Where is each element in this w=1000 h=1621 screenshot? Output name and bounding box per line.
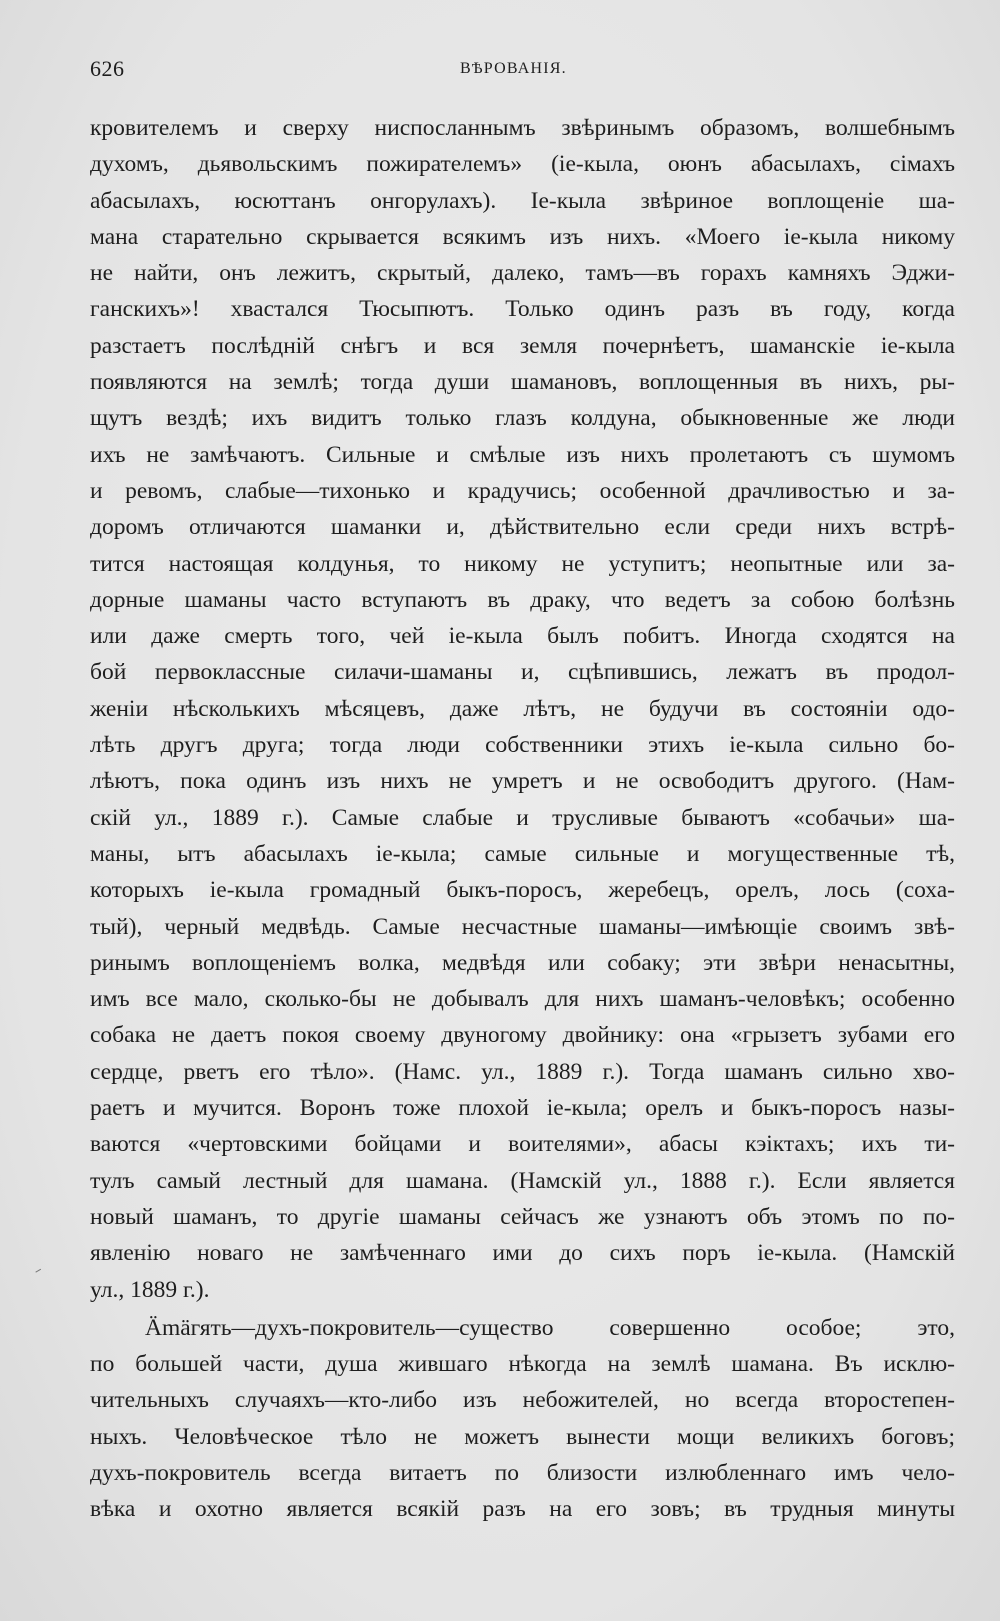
text-line: ваются «чертовскими бойцами и воителями», абасы кэіктахъ; ихъ ти-: [90, 1131, 955, 1158]
running-title: ВѢРОВАНІЯ.: [460, 60, 567, 77]
text-line: тится настоящая колдунья, то никому не уступитъ; неопытные или за-: [90, 550, 955, 577]
text-line: лѣютъ, пока одинъ изъ нихъ не умретъ и не освободитъ другого. (Нам-: [90, 768, 955, 795]
text-line: тулъ самый лестный для шамана. (Намскій ул., 1888 г.). Если является: [90, 1167, 955, 1194]
text-line: лѣть другъ друга; тогда люди собственники этихъ іе-кыла сильно бо-: [90, 732, 955, 759]
text-line: духомъ, дьявольскимъ пожирателемъ» (іе-кыла, оюнъ абасылахъ, сімахъ: [90, 151, 955, 178]
running-head: [90, 56, 955, 86]
text-line: мана старательно скрывается всякимъ изъ нихъ. «Моего іе-кыла никому: [90, 223, 955, 250]
text-line: маны, ытъ абасылахъ іе-кыла; самые сильные и могущественные тѣ,: [90, 840, 955, 867]
text-line: ныхъ. Человѣческое тѣло не можетъ вынести мощи великихъ боговъ;: [90, 1423, 955, 1450]
text-line: разстаетъ послѣдній снѣгъ и вся земля почернѣетъ, шаманскіе іе-кыла: [90, 332, 955, 359]
text-line: ринымъ воплощеніемъ волка, медвѣдя или собаку; эти звѣри ненасытны,: [90, 949, 955, 976]
text-line: раетъ и мучится. Воронъ тоже плохой іе-кыла; орелъ и быкъ-поросъ назы-: [90, 1095, 955, 1122]
text-line: чительныхъ случаяхъ—кто-либо изъ небожителей, но всегда второстепен-: [90, 1387, 955, 1414]
text-line: не найти, онъ лежитъ, скрытый, далеко, тамъ—въ горахъ камняхъ Эджи-: [90, 260, 955, 287]
text-line: Ämäгять—духъ-покровитель—существо совершенно особое; это,: [145, 1314, 955, 1341]
text-line: ихъ не замѣчаютъ. Сильные и смѣлые изъ нихъ пролетаютъ съ шумомъ: [90, 441, 955, 468]
text-line: женіи нѣсколькихъ мѣсяцевъ, даже лѣтъ, не будучи въ состояніи одо-: [90, 695, 955, 722]
text-line: тый), черный медвѣдь. Самые несчастные шаманы—имѣющіе своимъ звѣ-: [90, 913, 955, 940]
text-line: сердце, рветъ его тѣло». (Намс. ул., 1889 г.). Тогда шаманъ сильно хво-: [90, 1058, 955, 1085]
text-line: которыхъ іе-кыла громадный быкъ-поросъ, жеребецъ, орелъ, лось (соха-: [90, 877, 955, 904]
text-line: духъ-покровитель всегда витаетъ по близости излюбленнаго имъ чело-: [90, 1459, 955, 1486]
paragraph-1: [90, 110, 955, 1308]
text-line: щутъ вездѣ; ихъ видитъ только глазъ колдуна, обыкновенные же люди: [90, 405, 955, 432]
paragraph-2: [90, 1310, 955, 1528]
text-line: доромъ отличаются шаманки и, дѣйствительно если среди нихъ встрѣ-: [90, 514, 955, 541]
text-line: кровителемъ и сверху ниспосланнымъ звѣринымъ образомъ, волшебнымъ: [90, 115, 955, 141]
text-line: явленію новаго не замѣченнаго ими до сихъ поръ іе-кыла. (Намскій: [90, 1240, 955, 1267]
text-line: абасылахъ, юсюттанъ онгорулахъ). Іе-кыла звѣриное воплощеніе ша-: [90, 187, 955, 214]
text-line: бой первоклассные силачи-шаманы и, сцѣпившись, лежатъ въ продол-: [90, 659, 955, 686]
text-line: имъ все мало, сколько-бы не добывалъ для нихъ шаманъ-человѣкъ; особенно: [90, 986, 955, 1013]
text-line: скій ул., 1889 г.). Самые слабые и трусливые бываютъ «собачьи» ша-: [90, 804, 955, 831]
paper-speck: [35, 1269, 42, 1275]
text-line: вѣка и охотно является всякій разъ на его зовъ; въ трудныя минуты: [90, 1496, 955, 1523]
text-line: ганскихъ»! хвастался Тюсыпютъ. Только одинъ разъ въ году, когда: [90, 296, 955, 323]
text-line: или даже смерть того, чей іе-кыла былъ побитъ. Иногда сходятся на: [90, 623, 955, 650]
text-line: и ревомъ, слабые—тихонько и крадучись; особенной драчливостью и за-: [90, 477, 955, 504]
text-line: новый шаманъ, то другіе шаманы сейчасъ же узнаютъ объ этомъ по по-: [90, 1203, 955, 1230]
page-number: 626: [90, 56, 125, 81]
text-line: появляются на землѣ; тогда души шамановъ, воплощенныя въ нихъ, ры-: [90, 369, 955, 396]
text-line: по большей части, душа жившаго нѣкогда на землѣ шамана. Въ исклю-: [90, 1351, 955, 1378]
text-line: ул., 1889 г.).: [90, 1276, 210, 1303]
text-line: собака не даетъ покоя своему двуногому двойнику: она «грызетъ зубами его: [90, 1022, 955, 1049]
body-text: [90, 110, 955, 1528]
text-line: дорные шаманы часто вступаютъ въ драку, что ведетъ за собою болѣзнь: [90, 586, 955, 613]
